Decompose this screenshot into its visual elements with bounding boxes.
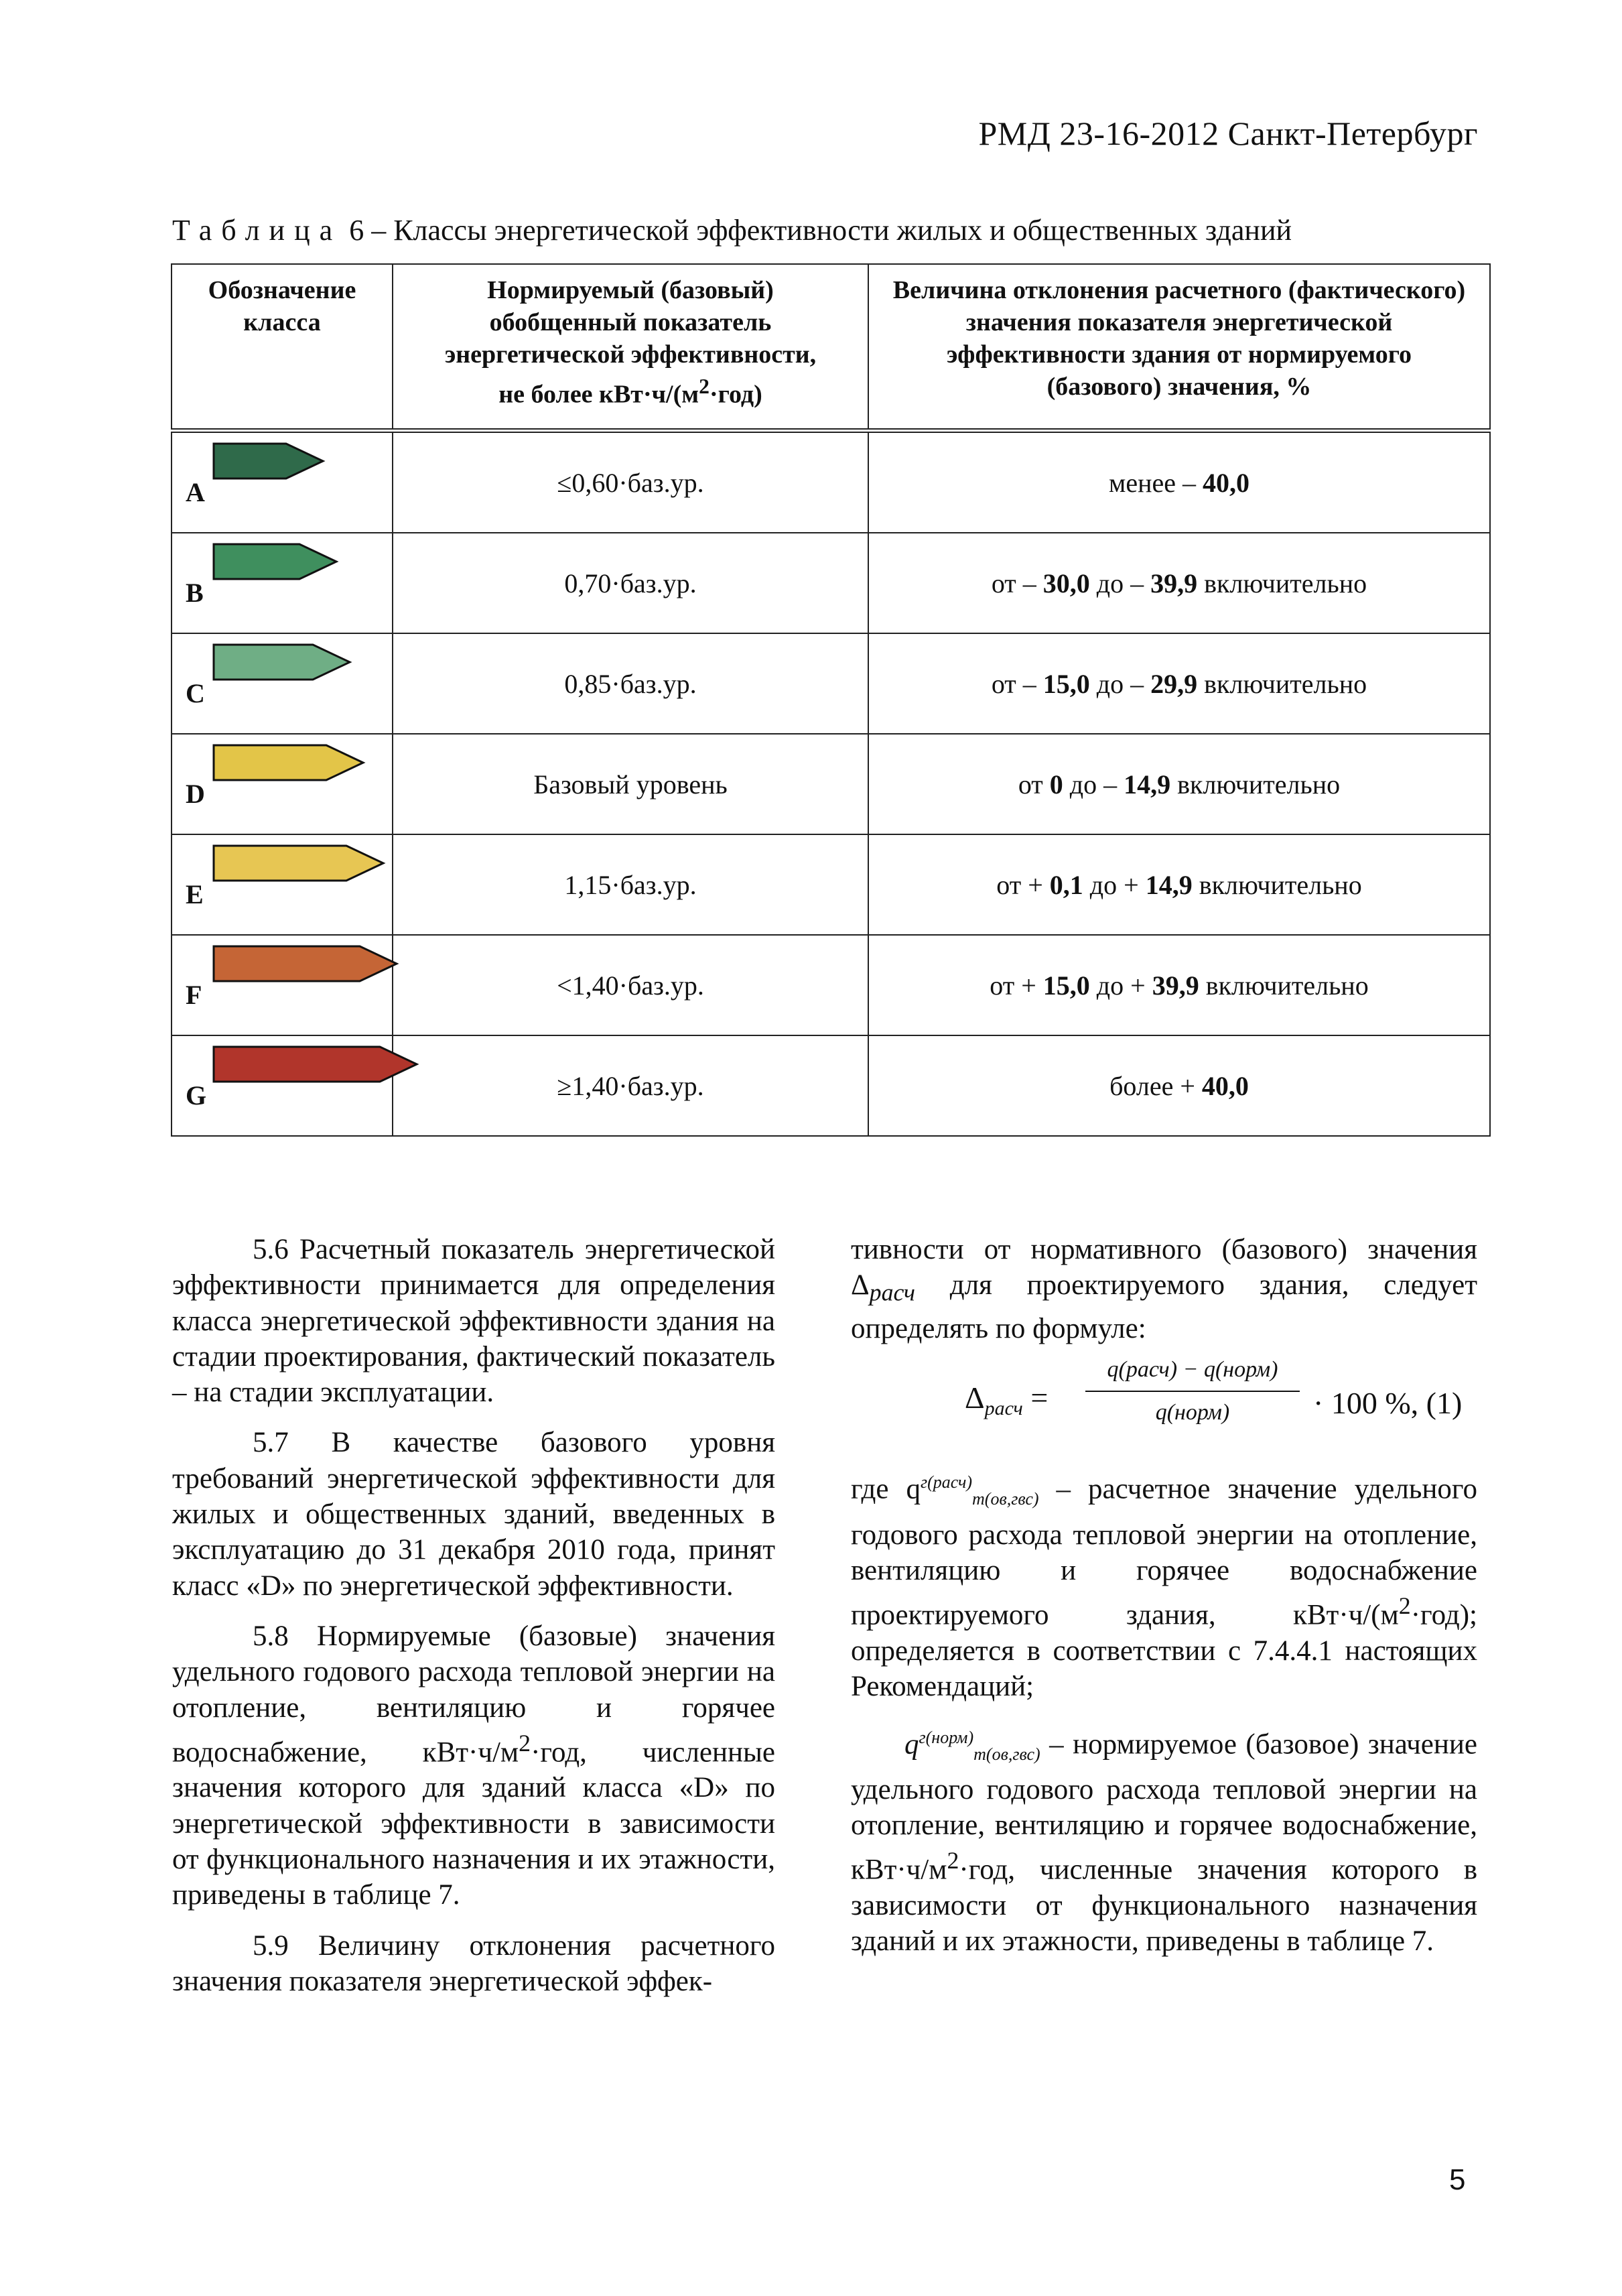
class-arrow-shape (214, 444, 323, 479)
class-arrow-icon (212, 942, 407, 996)
class-cell (172, 633, 393, 734)
deviation-part: от – (991, 568, 1043, 598)
norm-cell: 0,70·баз.ур. (393, 533, 868, 633)
class-cell (172, 935, 393, 1035)
deviation-part: 40,0 (1202, 467, 1249, 498)
deviation-part: 0 (1049, 769, 1063, 800)
class-cell (172, 1035, 393, 1136)
class-letter: F (186, 980, 202, 1010)
norm-cell: 1,15·баз.ур. (393, 834, 868, 935)
formula-denominator: q(норм) (1155, 1399, 1230, 1425)
deviation-part: 30,0 (1042, 568, 1090, 598)
class-letter: A (186, 477, 205, 507)
class-letter: E (186, 879, 204, 909)
deviation-part: включительно (1170, 769, 1341, 800)
table-caption-number: 6 (349, 214, 364, 247)
class-arrow-icon (212, 540, 346, 594)
paragraph-5-9: 5.9 Величину отклонения расчетного значения показателя энергетической эффек- (172, 1929, 775, 1997)
class-arrow-shape (214, 1047, 417, 1082)
table-row (172, 834, 1490, 935)
norm-cell: Базовый уровень (393, 734, 868, 834)
deviation-part: 40,0 (1201, 1070, 1249, 1101)
document-header: РМД 23-16-2012 Санкт-Петербург (978, 115, 1478, 152)
deviation-part: 14,9 (1124, 769, 1171, 800)
formula-fraction (1085, 1352, 1300, 1430)
deviation-part: 15,0 (1042, 668, 1090, 699)
table-row (172, 533, 1490, 633)
header-class: Обозначение класса (172, 264, 393, 431)
deviation-part: от – (991, 668, 1043, 699)
deviation-cell (868, 935, 1490, 1035)
page-number: 5 (1449, 2163, 1466, 2196)
class-arrow-icon (212, 641, 360, 694)
deviation-cell (868, 533, 1490, 633)
deviation-part: 15,0 (1042, 970, 1090, 1001)
deviation-part: от + (990, 970, 1043, 1001)
class-letter: C (186, 678, 205, 708)
where-definition-calc: где $q^{г(расч)}_{т(ов,гвс)}$ – расчетное значение удельного годового расхода тепловой энергии на отопление, вентиляцию и горячее водоснабжение проектируемого здания, $кВт\cdot ч/(м^2\cdot год)$; определяется в соответствии с 7.4.4.1 настоящих Рекомендаций; (851, 1472, 1477, 1703)
paragraph-5-9-continued: тивности от нормативного (базового) значения $\Delta_{расч}$ для проектируемого здания, следует определять по формуле: (851, 1234, 1477, 1345)
class-arrow-shape (214, 745, 363, 780)
left-column (172, 1232, 775, 1999)
deviation-part: включительно (1199, 970, 1369, 1001)
deviation-cell (868, 1035, 1490, 1136)
formula-tail: · 100 %, (1) (1313, 1386, 1463, 1421)
table-row (172, 935, 1490, 1035)
deviation-part: 14,9 (1145, 869, 1193, 900)
class-cell (172, 533, 393, 633)
energy-class-table (171, 263, 1491, 1137)
deviation-part: от + (996, 869, 1050, 900)
deviation-part: до – (1089, 668, 1151, 699)
paragraph-5-7: 5.7 В качестве базового уровня требований энергетической эффективности для жилых и общественных зданий, введенных в эксплуатацию до 31 декабря 2010 года, принят класс «D» по энергетической эффективности. (172, 1427, 775, 1602)
class-arrow-icon (212, 1043, 427, 1096)
table-row (172, 1035, 1490, 1136)
table-caption (172, 213, 1292, 247)
deviation-part: 39,9 (1152, 970, 1199, 1001)
table-header-row (172, 264, 1490, 431)
class-letter: D (186, 779, 205, 809)
norm-cell: ≤0,60·баз.ур. (393, 431, 868, 533)
table-row (172, 431, 1490, 533)
deviation-cell (868, 431, 1490, 533)
right-column (851, 1232, 1477, 1960)
class-letter: G (186, 1080, 207, 1110)
header-norm: Нормируемый (базовый) обобщенный показатель энергетической эффективности, не более $кВт\cdot ч/(м^2\cdot год)$ (393, 264, 868, 431)
deviation-part: включительно (1197, 668, 1367, 699)
paragraph-5-6: 5.6 Расчетный показатель энергетической эффективности принимается для определения класса энергетической эффективности здания на стадии проектирования, фактический показатель – на стадии эксплуатации. (172, 1234, 775, 1409)
class-arrow-icon (212, 440, 333, 493)
norm-cell: <1,40·баз.ур. (393, 935, 868, 1035)
deviation-part: от (1018, 769, 1050, 800)
deviation-part: до – (1063, 769, 1124, 800)
fraction-bar (1085, 1391, 1300, 1392)
where-definition-norm: $q^{г(норм)}_{т(ов,гвс)}$ – нормируемое (базовое) значение удельного годового расхода тепловой энергии на отопление, вентиляцию и горячее водоснабжение, $кВт\cdot ч/м^2\cdot год$, численные значения которого в зависимости от функционального назначения зданий и их этажности, приведены в таблице 7. (851, 1727, 1477, 1958)
deviation-part: включительно (1197, 568, 1367, 598)
deviation-part: 0,1 (1049, 869, 1083, 900)
deviation-cell (868, 834, 1490, 935)
class-cell (172, 834, 393, 935)
deviation-part: 29,9 (1150, 668, 1198, 699)
deviation-part: включительно (1192, 869, 1362, 900)
deviation-part: менее – (1109, 467, 1203, 498)
deviation-part: до – (1089, 568, 1151, 598)
table-caption-label: Таблица (172, 214, 342, 247)
deviation-part: до + (1089, 970, 1152, 1001)
paragraph-5-8: 5.8 Нормируемые (базовые) значения удельного годового расхода тепловой энергии на отопление, вентиляцию и горячее водоснабжение, $кВт\cdot ч/м^2\cdot год$, численные значения которого для зданий класса «D» по энергетической эффективности в зависимости от функционального назначения и их этажности, приведены в таблице 7. (172, 1620, 776, 1911)
table-caption-text: – Классы энергетической эффективности жилых и общественных зданий (371, 214, 1292, 247)
table-row (172, 633, 1490, 734)
norm-cell: ≥1,40·баз.ур. (393, 1035, 868, 1136)
deviation-part: 39,9 (1150, 568, 1198, 598)
deviation-cell (868, 734, 1490, 834)
table-row (172, 734, 1490, 834)
class-arrow-shape (214, 846, 383, 881)
class-arrow-icon (212, 842, 393, 895)
header-deviation: Величина отклонения расчетного (фактического) значения показателя энергетической эффективности здания от нормируемого (базового) значения, % (868, 264, 1490, 431)
class-arrow-shape (214, 544, 336, 579)
class-cell (172, 431, 393, 533)
class-arrow-shape (214, 946, 397, 981)
deviation-cell (868, 633, 1490, 734)
deviation-part: до + (1083, 869, 1146, 900)
formula-numerator: q(расч) − q(норм) (1107, 1357, 1278, 1383)
norm-cell: 0,85·баз.ур. (393, 633, 868, 734)
deviation-part: более + (1109, 1070, 1202, 1101)
class-arrow-shape (214, 645, 350, 680)
formula-1 (851, 1352, 1477, 1452)
class-cell (172, 734, 393, 834)
class-arrow-icon (212, 741, 373, 795)
formula-lhs: $\Delta_{расч}$ = (965, 1381, 1049, 1420)
class-letter: B (186, 578, 204, 608)
